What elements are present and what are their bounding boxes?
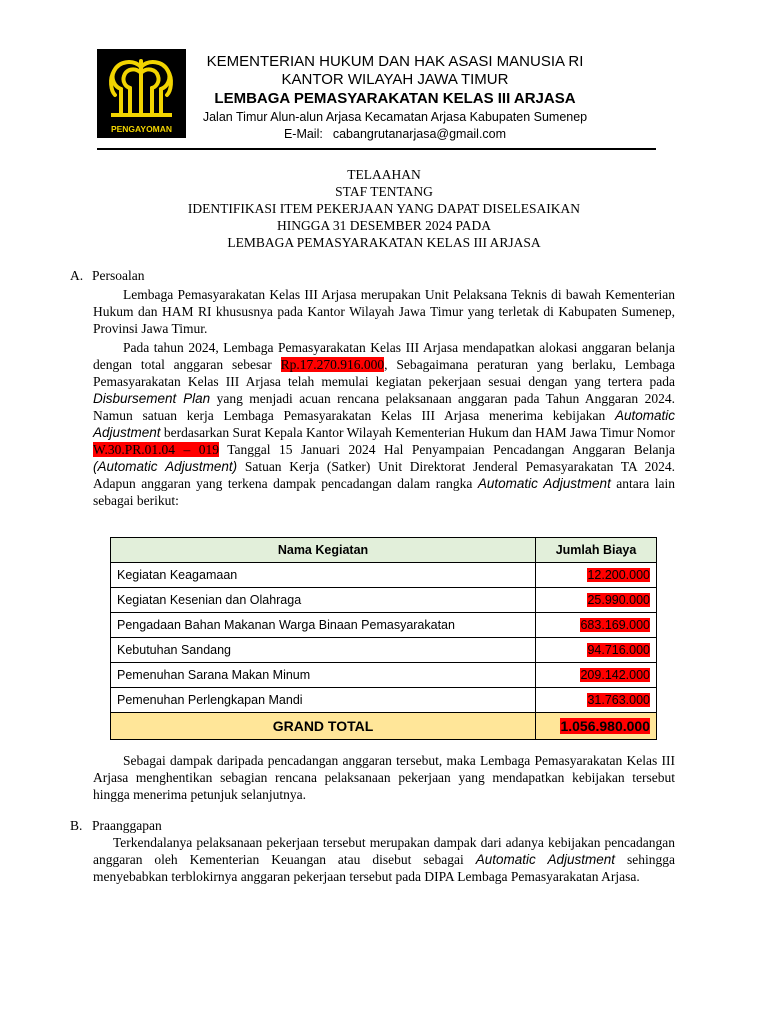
pengayoman-logo: [97, 49, 186, 138]
activity-cell: Kegiatan Keagamaan: [111, 563, 536, 588]
title-line-3: IDENTIFIKASI ITEM PEKERJAAN YANG DAPAT DISELESAIKAN: [187, 201, 581, 216]
address: Jalan Timur Alun-alun Arjasa Kecamatan Arjasa Kabupaten Sumenep: [202, 110, 588, 124]
activity-cell: Pemenuhan Perlengkapan Mandi: [111, 688, 536, 713]
cost-cell: 209.142.000: [536, 663, 657, 688]
section-b-letter: B.: [70, 818, 83, 833]
title-line-4: HINGGA 31 DESEMBER 2024 PADA: [276, 218, 492, 233]
table-header-row: [111, 538, 657, 563]
grand-total-label: GRAND TOTAL: [111, 713, 536, 740]
grand-total-row: [111, 713, 657, 740]
term-automatic-adjustment-b: Automatic Adjustment: [475, 852, 616, 867]
section-a-paragraph-2: Pada tahun 2024, Lembaga Pemasyarakatan Kelas III Arjasa mendapatkan alokasi anggaran belanja dengan total anggaran sebesar Rp.17.270.916.000, Sebagaimana peraturan yang berlaku, Lembaga Pemasyarakatan Kelas III Arjasa telah memulai kegiatan pekerjaan sesuai dengan yang tertera pada Disbursement Plan yang menjadi acuan rencana pelaksanaan anggaran pada Tahun Anggaran 2024. Namun satuan kerja Lembaga Pemasyarakatan Kelas III Arjasa menerima kebijakan Automatic Adjustment berdasarkan Surat Kepala Kantor Wilayah Kementerian Hukum dan HAM Jawa Timur Nomor W.30.PR.01.04 – 019 Tanggal 15 Januari 2024 Hal Penyampaian Pencadangan Anggaran Belanja (Automatic Adjustment) Satuan Kerja (Satker) Unit Direktorat Jenderal Pemasyarakatan TA 2024. Adapun anggaran yang terkena dampak pencadangan dalam rangka Automatic Adjustment antara lain sebagai berikut:: [93, 340, 675, 508]
term-automatic-adjustment-paren: (Automatic Adjustment): [93, 459, 238, 474]
section-b-heading: [70, 818, 162, 834]
section-a-heading: [70, 268, 144, 284]
title-line-5: LEMBAGA PEMASYARAKATAN KELAS III ARJASA: [227, 235, 541, 250]
term-disbursement-plan: Disbursement Plan: [93, 391, 211, 406]
cost-cell: 25.990.000: [536, 588, 657, 613]
letterhead: [190, 53, 600, 142]
cost-cell: 31.763.000: [536, 688, 657, 713]
header-divider: [97, 148, 656, 150]
activity-cell: Pengadaan Bahan Makanan Warga Binaan Pemasyarakatan: [111, 613, 536, 638]
table-row: [111, 638, 657, 663]
institution-name: LEMBAGA PEMASYARAKATAN KELAS III ARJASA: [214, 90, 576, 107]
activity-cell: Kebutuhan Sandang: [111, 638, 536, 663]
budget-amount-highlight: Rp.17.270.916.000: [280, 357, 385, 372]
cost-cell: 683.169.000: [536, 613, 657, 638]
table-row: [111, 663, 657, 688]
letter-number-highlight: W.30.PR.01.04 – 019: [93, 442, 219, 457]
title-line-1: TELAAHAN: [347, 167, 421, 182]
email-address: cabangrutanarjasa@gmail.com: [332, 127, 507, 141]
term-automatic-adjustment: Automatic Adjustment: [93, 408, 675, 440]
term-automatic-adjustment-2: Automatic Adjustment: [477, 476, 611, 491]
table-row: [111, 688, 657, 713]
section-a-title: Persoalan: [92, 268, 145, 283]
section-a-letter: A.: [70, 268, 84, 283]
cost-cell: 94.716.000: [536, 638, 657, 663]
document-title: [90, 166, 678, 251]
section-b-title: Praanggapan: [92, 818, 162, 833]
section-a-paragraph-3: Sebagai dampak daripada pencadangan anggaran tersebut, maka Lembaga Pemasyarakatan Kelas III Arjasa menghentikan sebagian rencana pelaksanaan pekerjaan yang mendapatkan kebijakan tersebut hingga menerima petunjuk selanjutnya.: [93, 753, 675, 802]
section-a-paragraph-1: Lembaga Pemasyarakatan Kelas III Arjasa merupakan Unit Pelaksana Teknis di bawah Kementerian Hukum dan HAM RI khususnya pada Kantor Wilayah Jawa Timur yang terletak di Kabupaten Sumenep, Provinsi Jawa Timur.: [93, 287, 675, 336]
table-row: [111, 588, 657, 613]
activity-cell: Pemenuhan Sarana Makan Minum: [111, 663, 536, 688]
column-header-cost: Jumlah Biaya: [536, 538, 657, 563]
office-name: KANTOR WILAYAH JAWA TIMUR: [281, 71, 509, 88]
activity-cell: Kegiatan Kesenian dan Olahraga: [111, 588, 536, 613]
cost-cell: 12.200.000: [536, 563, 657, 588]
table-row: [111, 563, 657, 588]
email-label: E-Mail:: [283, 127, 323, 141]
email-line: [190, 126, 600, 142]
budget-table: [110, 537, 657, 740]
title-line-2: STAF TENTANG: [335, 184, 433, 199]
banyan-tree-icon: [97, 49, 186, 138]
ministry-name: KEMENTERIAN HUKUM DAN HAK ASASI MANUSIA RI: [206, 53, 584, 70]
logo-caption: PENGAYOMAN: [110, 124, 173, 134]
table-row: [111, 613, 657, 638]
column-header-activity: Nama Kegiatan: [111, 538, 536, 563]
grand-total-value: 1.056.980.000: [536, 713, 657, 740]
section-b-paragraph-1: Terkendalanya pelaksanaan pekerjaan tersebut merupakan dampak dari adanya kebijakan pencadangan anggaran oleh Kementerian Keuangan atau disebut sebagai Automatic Adjustment sehingga menyebabkan terblokirnya anggaran pekerjaan tersebut pada DIPA Lembaga Pemasyarakatan Arjasa.: [93, 835, 675, 884]
